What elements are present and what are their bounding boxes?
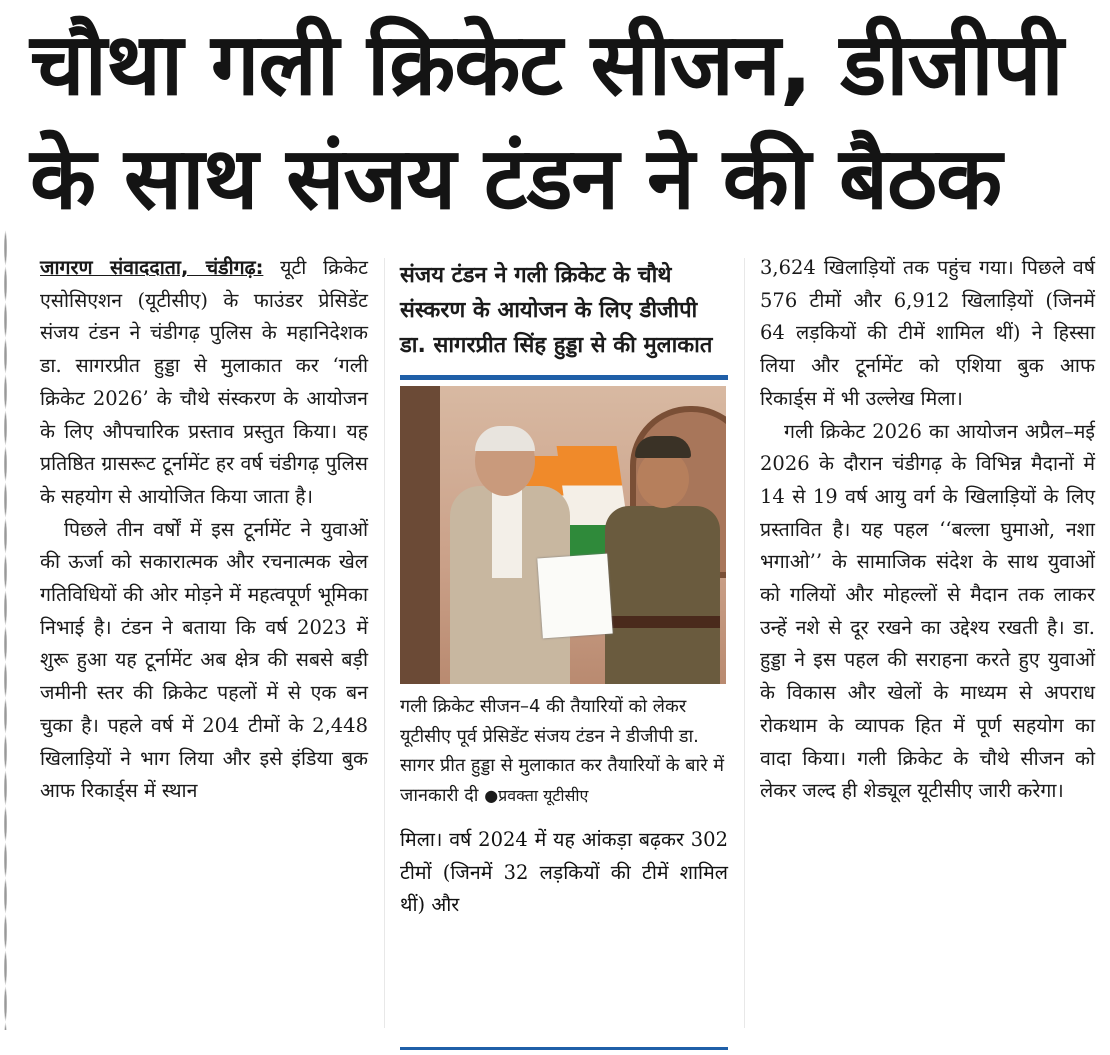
- photo-caption: [400, 692, 728, 810]
- headline-line-1: चौथा गली क्रिकेट सीजन, डीजीपी: [30, 15, 1063, 115]
- photo-credit: ●प्रवक्ता यूटीसीए: [484, 785, 589, 805]
- article-column-2: [400, 252, 728, 922]
- column-separator: [384, 258, 385, 1028]
- article-paragraph: गली क्रिकेट 2026 का आयोजन अप्रैल–मई 2026 के दौरान चंडीगढ़ के विभिन्न मैदानों में 14 से 19 वर्ष आयु वर्ग के खिलाड़ियों के लिए प्रस्तावित है। यह पहल ‘‘बल्ला घुमाओ, नशा भगाओ’’ के सामाजिक संदेश के साथ युवाओं को गलियों और मोहल्लों से मैदान तक लाकर उन्हें नशे से दूर रखने का उद्देश्य रखती है। डा. हुड्डा ने इस पहल की सराहना करते हुए युवाओं के विकास और खेलों के माध्यम से अपराध रोकथाम के व्यापक हित में पूर्ण सहयोग का वादा किया। गली क्रिकेट के चौथे सीजन को लेकर जल्द ही शेड्यूल यूटीसीए जारी करेगा।: [760, 419, 1095, 803]
- column-separator: [744, 258, 745, 1028]
- article-paragraph: 3,624 खिलाड़ियों तक पहुंच गया। पिछले वर्ष 576 टीमों और 6,912 खिलाड़ियों (जिनमें 64 लड़कियों की टीमें शामिल थीं) ने हिस्सा लिया और टूर्नामेंट को एशिया बुक आफ रिकार्ड्स में भी उल्लेख मिला।: [760, 256, 1095, 410]
- article-paragraph: मिला। वर्ष 2024 में यह आंकड़ा बढ़कर 302 टीमों (जिनमें 32 लड़कियों की टीमें शामिल थीं) और: [400, 828, 728, 917]
- headline: [30, 8, 1100, 236]
- headline-line-2: के साथ संजय टंडन ने की बैठक: [30, 129, 1002, 229]
- article-paragraph: [40, 252, 368, 514]
- accent-rule: [400, 375, 728, 380]
- article-column-3: [760, 252, 1095, 808]
- bottom-rule: [400, 1047, 728, 1050]
- dateline: जागरण संवाददाता, चंडीगढ़:: [40, 256, 264, 279]
- news-photo: [400, 386, 726, 684]
- page-margin-dots: [4, 230, 7, 1030]
- caption-text: गली क्रिकेट सीजन–4 की तैयारियों को लेकर यूटीसीए पूर्व प्रेसिडेंट संजय टंडन ने डीजीपी डा. सागर प्रीत हुड्डा से मुलाकात कर तैयारियों के बारे में जानकारी दी: [400, 696, 725, 806]
- pull-quote: संजय टंडन ने गली क्रिकेट के चौथे संस्करण के आयोजन के लिए डीजीपी डा. सागरप्रीत सिंह हुड्डा से की मुलाकात: [400, 263, 713, 358]
- paragraph-text: यूटी क्रिकेट एसोसिएशन (यूटीसीए) के फाउंडर प्रेसिडेंट संजय टंडन ने चंडीगढ़ पुलिस के महानिदेशक डा. सागरप्रीत हुड्डा से मुलाकात कर ‘गली क्रिकेट 2026’ के चौथे संस्करण के आयोजन के लिए औपचारिक प्रस्ताव प्रस्तुत किया। यह प्रतिष्ठित ग्रासरूट टूर्नामेंट हर वर्ष चंडीगढ़ पुलिस के सहयोग से आयोजित किया जाता है।: [40, 256, 368, 508]
- article-column-1: [40, 252, 368, 808]
- article-paragraph: पिछले तीन वर्षों में इस टूर्नामेंट ने युवाओं की ऊर्जा को सकारात्मक और रचनात्मक खेल गतिविधियों की ओर मोड़ने में महत्वपूर्ण भूमिका निभाई है। टंडन ने बताया कि वर्ष 2023 में शुरू हुआ यह टूर्नामेंट अब क्षेत्र की सबसे बड़ी जमीनी स्तर की क्रिकेट पहलों में से एक बन चुका है। पहले वर्ष में 204 टीमों के 2,448 खिलाड़ियों ने भाग लिया और इसे इंडिया बुक आफ रिकार्ड्स में स्थान: [40, 517, 368, 803]
